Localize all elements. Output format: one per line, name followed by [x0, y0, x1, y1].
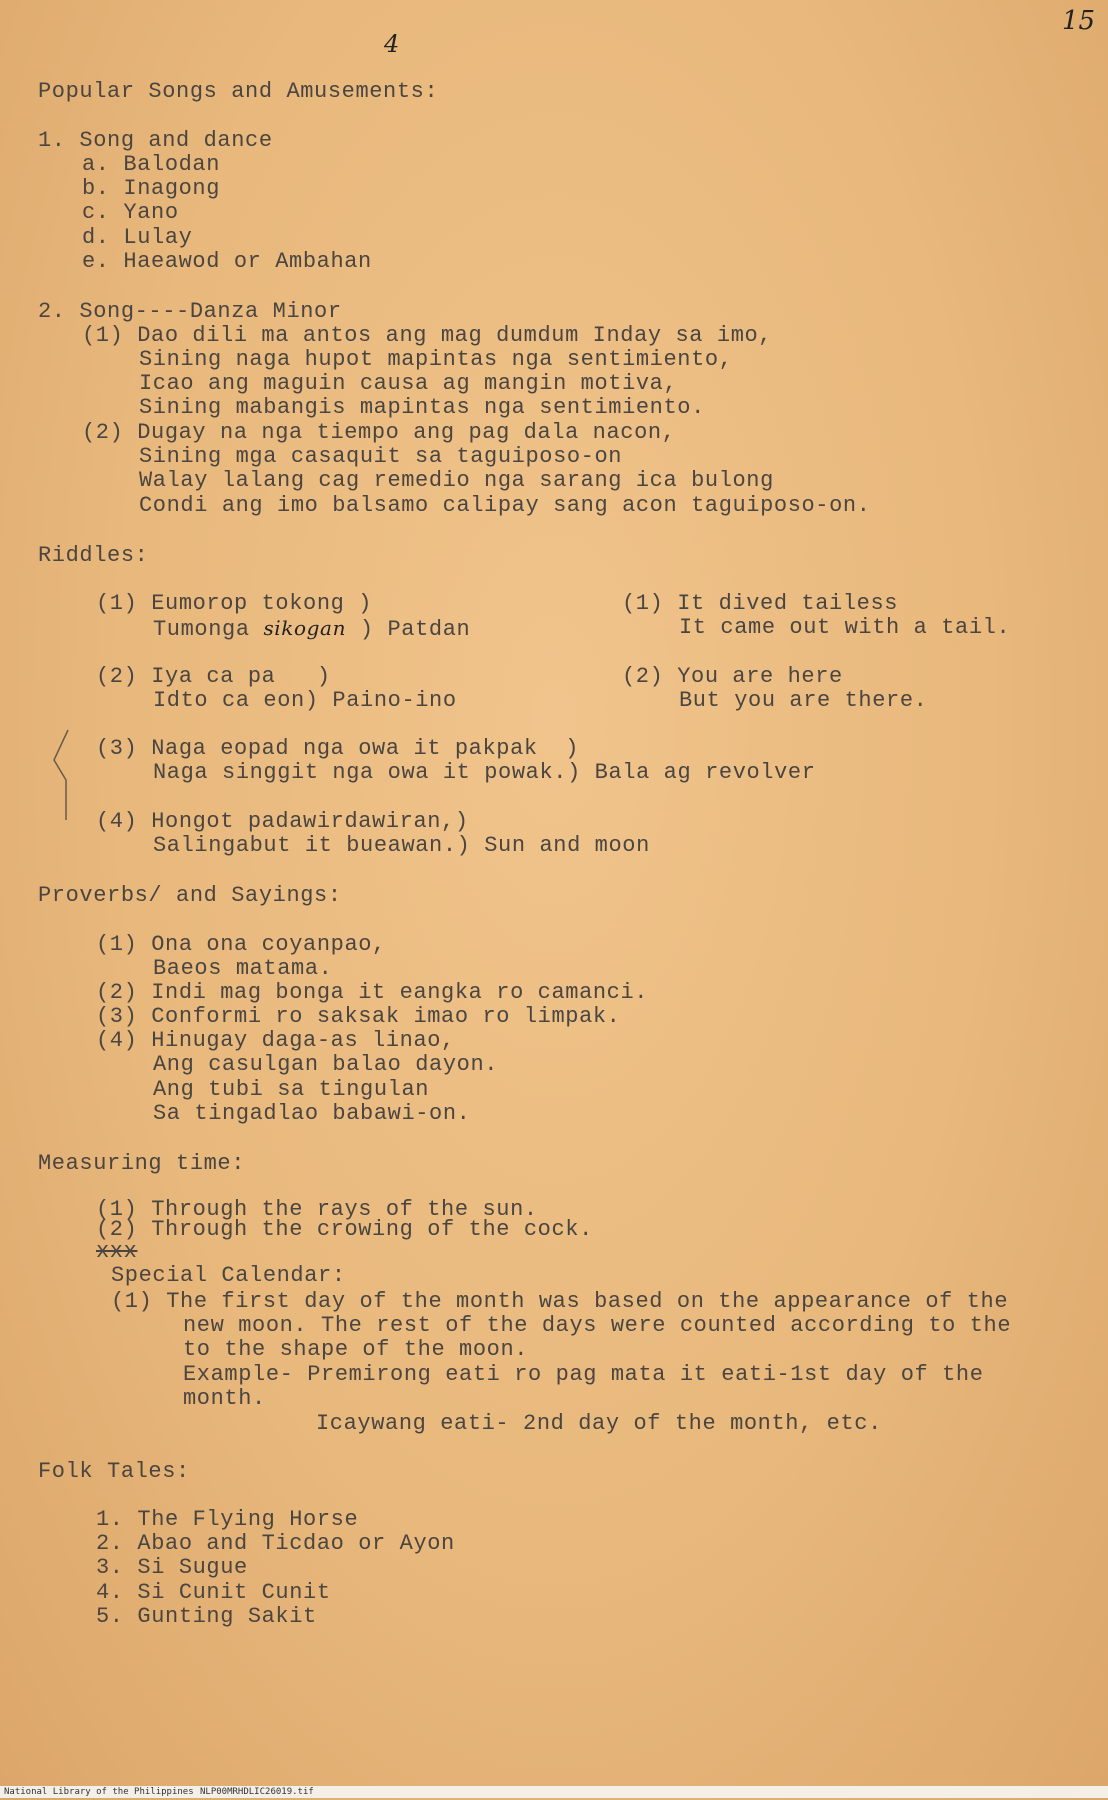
riddle3-line1: (3) Naga eopad nga owa it pakpak )	[96, 736, 580, 761]
riddle2-translation-line2: But you are there.	[679, 688, 928, 713]
riddle1-translation-line2: It came out with a tail.	[679, 615, 1011, 640]
page-number: 4	[384, 30, 400, 58]
pencil-bracket-mark	[46, 720, 86, 840]
riddle4-line1: (4) Hongot padawirdawiran,)	[96, 809, 469, 834]
proverbs-heading: Proverbs/ and Sayings:	[38, 883, 342, 908]
folk-item-2: 2. Abao and Ticdao or Ayon	[96, 1531, 455, 1556]
measuring-item-2: (2) Through the crowing of the cock.	[96, 1217, 593, 1242]
verse2-line2: Sining mga casaquit sa taguiposo-on	[139, 444, 623, 469]
struck-xxx: xxx	[96, 1239, 138, 1264]
folk-item-1: 1. The Flying Horse	[96, 1507, 359, 1532]
proverb4-line4: Sa tingadlao babawi-on.	[153, 1101, 471, 1126]
riddle2-line2: Idto ca eon) Paino-ino	[153, 688, 457, 713]
riddle2-line1: (2) Iya ca pa )	[96, 664, 331, 689]
proverb4-line3: Ang tubi sa tingulan	[153, 1077, 430, 1102]
folk-item-3: 3. Si Sugue	[96, 1555, 248, 1580]
folk-heading: Folk Tales:	[38, 1459, 190, 1484]
songs-item-2: 2. Song----Danza Minor	[38, 299, 342, 324]
songs-sub-a: a. Balodan	[82, 152, 221, 177]
measuring-heading: Measuring time:	[38, 1151, 246, 1176]
verse1-line2: Sining naga hupot mapintas nga sentimiento,	[139, 347, 733, 372]
songs-sub-d: d. Lulay	[82, 225, 193, 250]
calendar-line5: month.	[183, 1386, 266, 1411]
calendar-line3: to the shape of the moon.	[183, 1337, 529, 1362]
proverb4-line2: Ang casulgan balao dayon.	[153, 1052, 499, 1077]
riddle2-translation-line1: (2) You are here	[622, 664, 843, 689]
proverb1-line1: (1) Ona ona coyanpao,	[96, 932, 386, 957]
verse2-line3: Walay lalang cag remedio nga sarang ica bulong	[139, 468, 774, 493]
riddles-heading: Riddles:	[38, 543, 149, 568]
riddle1-handwritten-word: sikogan	[263, 616, 347, 640]
verse2-line4: Condi ang imo balsamo calipay sang acon taguiposo-on.	[139, 493, 871, 518]
songs-item-1: 1. Song and dance	[38, 128, 273, 153]
calendar-line2: new moon. The rest of the days were counted according to the	[183, 1313, 1012, 1338]
verse2-line1: (2) Dugay na nga tiempo ang pag dala nacon,	[82, 420, 676, 445]
corner-page-number: 15	[1062, 6, 1096, 36]
footer-file-name: NLP00MRHDLIC26019.tif	[200, 1787, 314, 1797]
proverb2: (2) Indi mag bonga it eangka ro camanci.	[96, 980, 649, 1005]
songs-sub-c: c. Yano	[82, 200, 179, 225]
folk-item-5: 5. Gunting Sakit	[96, 1604, 317, 1629]
verse1-line4: Sining mabangis mapintas nga sentimiento.	[139, 395, 705, 420]
riddle1-line2	[153, 616, 470, 642]
riddle3-line2: Naga singgit nga owa it powak.) Bala ag revolver	[153, 760, 816, 785]
riddle1-translation-line1: (1) It dived tailess	[622, 591, 899, 616]
riddle1-line1: (1) Eumorop tokong )	[96, 591, 373, 616]
riddle1-line2-start: Tumonga	[153, 617, 250, 642]
riddle1-line2-end: ) Patdan	[359, 617, 471, 642]
verse1-line1: (1) Dao dili ma antos ang mag dumdum Inday sa imo,	[82, 323, 773, 348]
songs-heading: Popular Songs and Amusements:	[38, 79, 439, 104]
proverb3: (3) Conformi ro saksak imao ro limpak.	[96, 1004, 621, 1029]
proverb1-line2: Baeos matama.	[153, 956, 333, 981]
songs-sub-b: b. Inagong	[82, 176, 221, 201]
proverb4-line1: (4) Hinugay daga-as linao,	[96, 1028, 455, 1053]
calendar-heading: Special Calendar:	[111, 1263, 346, 1288]
verse1-line3: Icao ang maguin causa ag mangin motiva,	[139, 371, 678, 396]
calendar-line4: Example- Premirong eati ro pag mata it eati-1st day of the	[183, 1362, 984, 1387]
folk-item-4: 4. Si Cunit Cunit	[96, 1580, 331, 1605]
scan-footer	[0, 1786, 1108, 1798]
riddle4-line2: Salingabut it bueawan.) Sun and moon	[153, 833, 650, 858]
footer-library-name: National Library of the Philippines	[4, 1787, 194, 1797]
measuring-item-1: (1) Through the rays of the sun.	[96, 1197, 538, 1222]
calendar-line6: Icaywang eati- 2nd day of the month, etc.	[316, 1411, 882, 1436]
calendar-line1: (1) The first day of the month was based on the appearance of the	[111, 1289, 1009, 1314]
songs-sub-e: e. Haeawod or Ambahan	[82, 249, 372, 274]
